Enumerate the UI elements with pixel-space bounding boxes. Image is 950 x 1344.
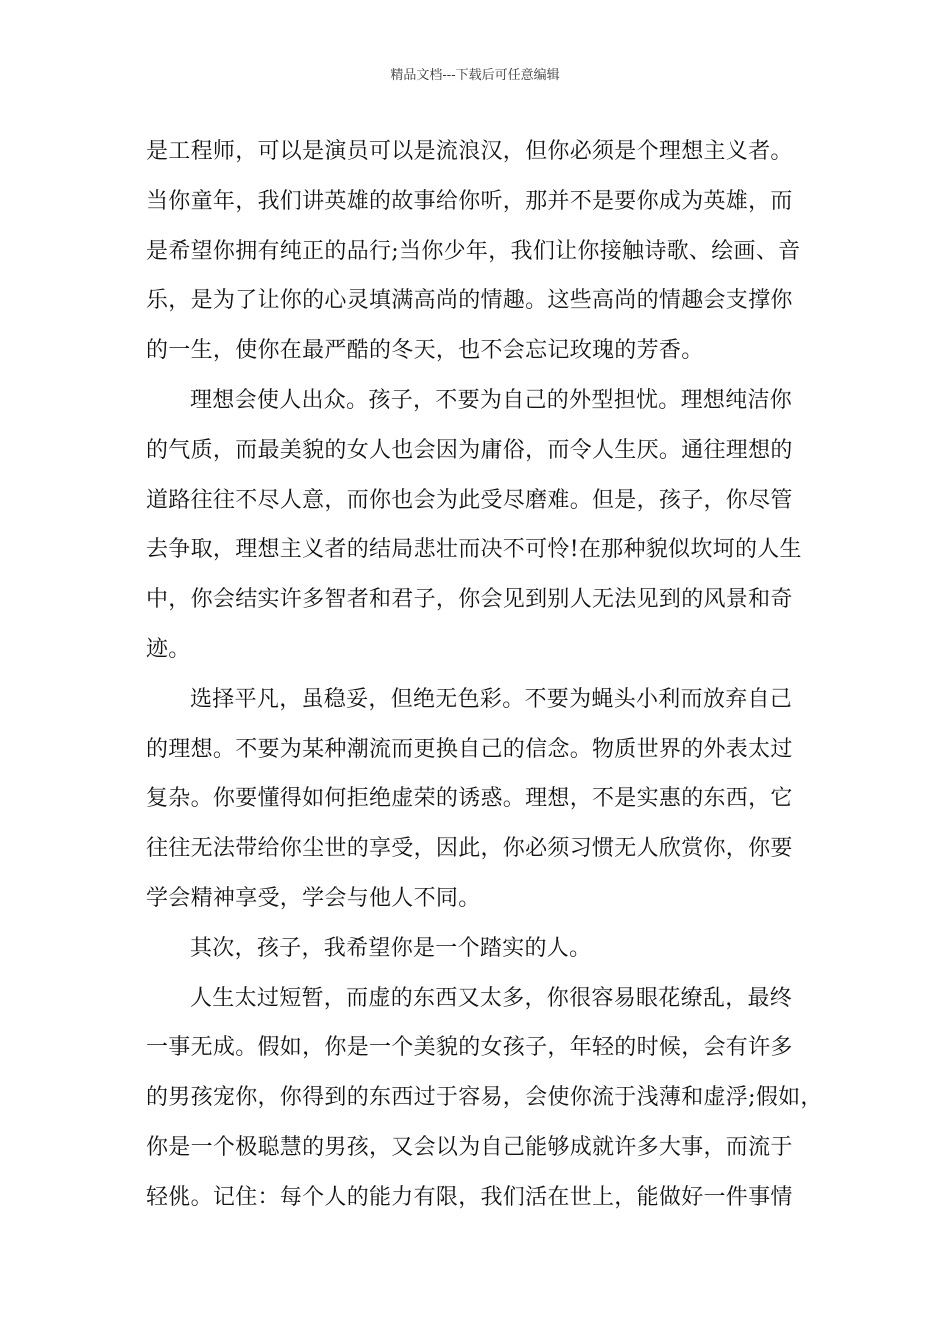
text-line: 复杂。你要懂得如何拒绝虚荣的诱惑。理想，不是实惠的东西，它: [146, 786, 793, 812]
text-line: 道路往往不尽人意，而你也会为此受尽磨难。但是，孩子，你尽管: [146, 487, 793, 513]
document-body: [146, 127, 823, 1223]
text-line: 是希望你拥有纯正的品行;当你少年，我们让你接触诗歌、绘画、音: [146, 238, 801, 264]
text-line: 的一生，使你在最严酷的冬天，也不会忘记玫瑰的芳香。: [146, 338, 704, 364]
text-line: 你是一个极聪慧的男孩，又会以为自己能够成就许多大事，而流于: [146, 1134, 793, 1160]
text-line: 轻佻。记住：每个人的能力有限，我们活在世上，能做好一件事情: [146, 1184, 793, 1210]
text-line: 往往无法带给你尘世的享受，因此，你必须习惯无人欣赏你，你要: [146, 836, 793, 862]
text-line: 理想会使人出众。孩子，不要为自己的外型担忧。理想纯洁你: [190, 387, 793, 413]
text-line: 的男孩宠你，你得到的东西过于容易，会使你流于浅薄和虚浮;假如，: [146, 1085, 823, 1111]
text-line: 的理想。不要为某种潮流而更换自己的信念。物质世界的外表太过: [146, 736, 793, 762]
text-line: 其次，孩子，我希望你是一个踏实的人。: [190, 935, 592, 961]
text-line: 一事无成。假如，你是一个美貌的女孩子，年轻的时候，会有许多: [146, 1035, 793, 1061]
text-line: 中，你会结实许多智者和君子，你会见到别人无法见到的风景和奇: [146, 587, 793, 613]
text-line: 选择平凡，虽稳妥，但绝无色彩。不要为蝇头小利而放弃自己: [190, 686, 793, 712]
text-line: 迹。: [146, 636, 191, 662]
text-line: 学会精神享受，学会与他人不同。: [146, 885, 481, 911]
text-line: 是工程师，可以是演员可以是流浪汉，但你必须是个理想主义者。: [146, 139, 793, 164]
text-line: 当你童年，我们讲英雄的故事给你听，那并不是要你成为英雄，而: [146, 188, 793, 214]
text-line: 的气质，而最美貌的女人也会因为庸俗，而令人生厌。通往理想的: [146, 437, 793, 463]
text-line: 去争取，理想主义者的结局悲壮而决不可怜!在那种貌似坎坷的人生: [146, 537, 802, 563]
page-header: 精品文档---下载后可任意编辑: [390, 68, 560, 83]
text-line: 人生太过短暂，而虚的东西又太多，你很容易眼花缭乱，最终: [190, 985, 793, 1011]
text-line: 乐，是为了让你的心灵填满高尚的情趣。这些高尚的情趣会支撑你: [146, 288, 793, 314]
